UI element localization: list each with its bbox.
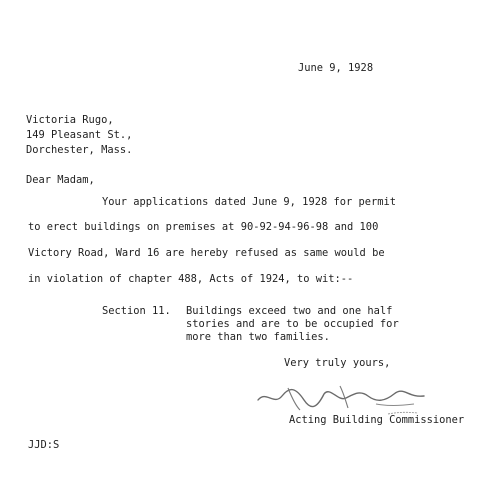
recipient-street: 149 Pleasant St., [26,129,133,141]
body-line: in violation of chapter 488, Acts of 1924, to wit:-- [28,273,354,285]
closing: Very truly yours, [284,357,391,369]
typist-initials: JJD:S [28,439,60,451]
body-line: Your applications dated June 9, 1928 for permit [102,196,397,208]
signer-title: Acting Building Commissioner [289,414,465,426]
body-line: to erect buildings on premises at 90-92-94-96-98 and 100 [28,221,379,233]
letter-date: June 9, 1928 [298,62,374,74]
salutation: Dear Madam, [26,174,95,186]
handwritten-signature [248,376,438,416]
recipient-city: Dorchester, Mass. [26,144,133,156]
section-label: Section 11. [102,305,171,317]
section-line: Buildings exceed two and one half [186,305,393,317]
body-line: Victory Road, Ward 16 are hereby refused as same would be [28,247,385,259]
section-line: stories and are to be occupied for [186,318,399,330]
section-line: more than two families. [186,331,330,343]
recipient-name: Victoria Rugo, [26,114,114,126]
